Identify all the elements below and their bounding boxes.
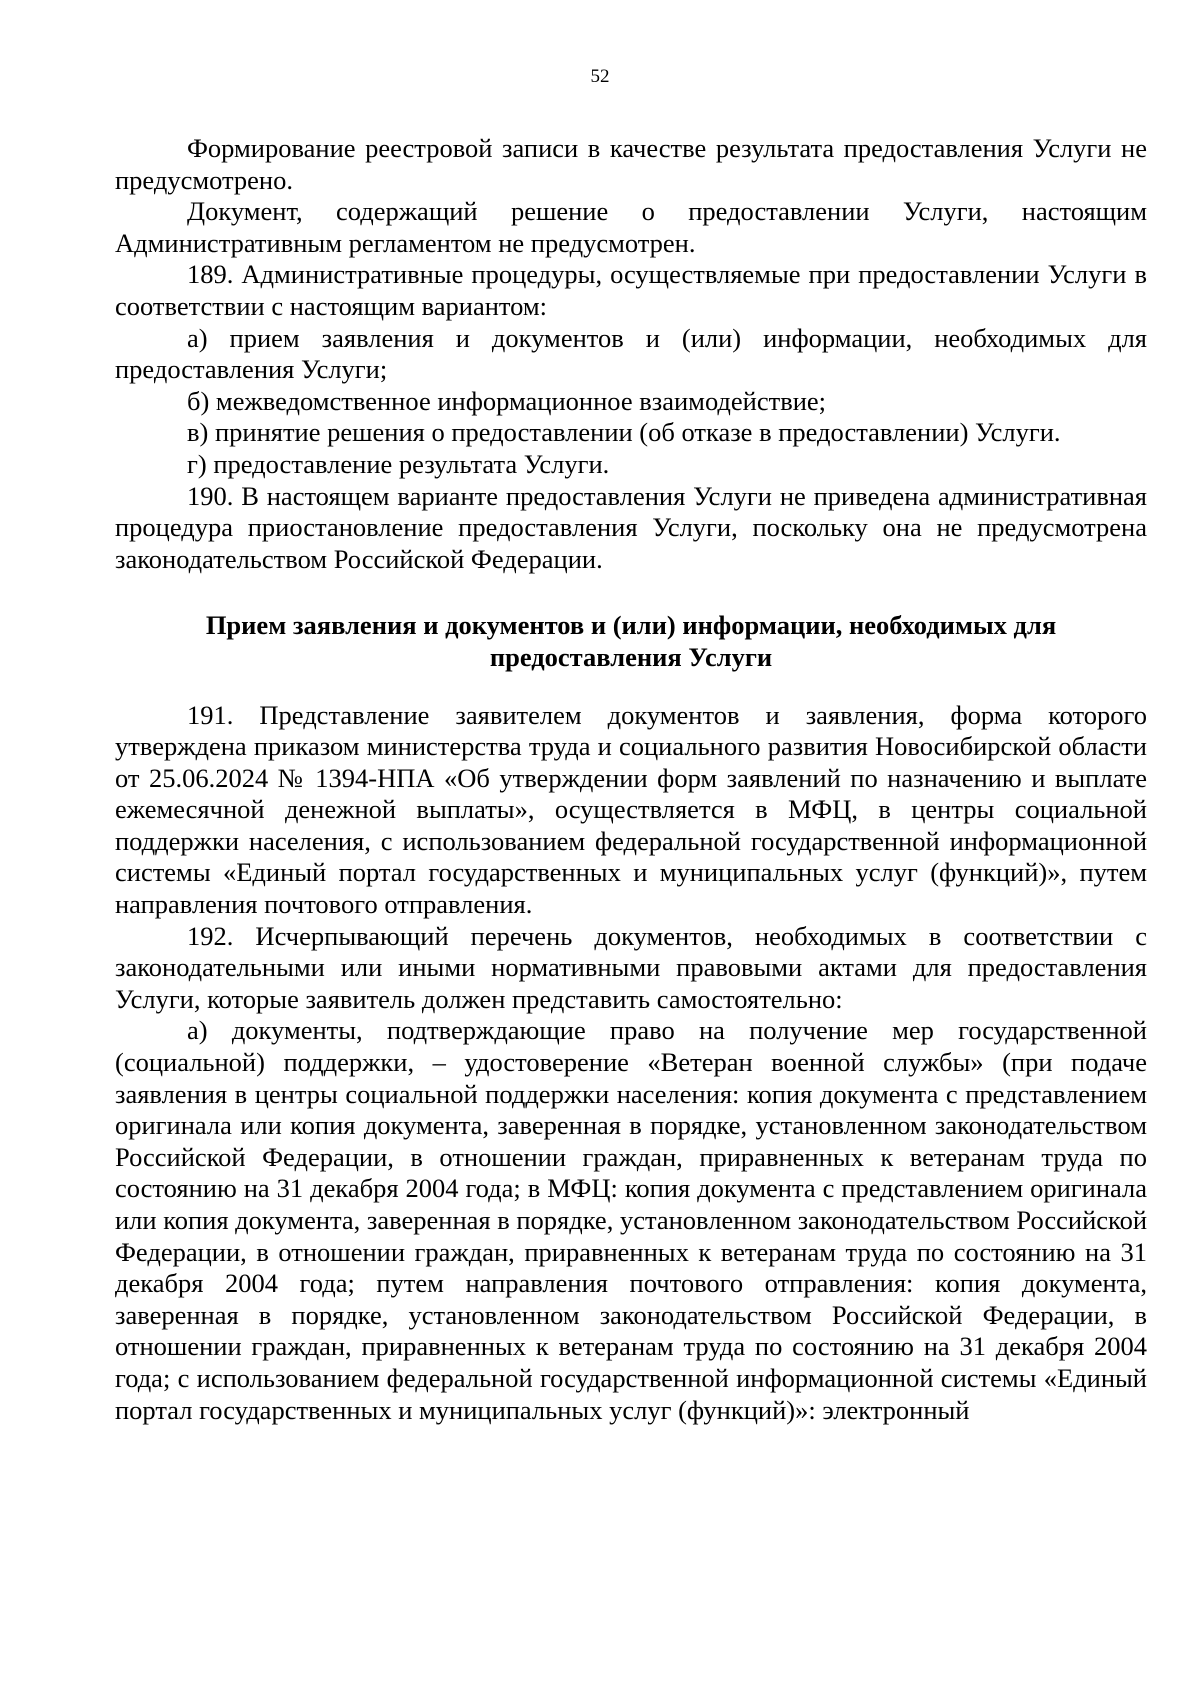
- list-item-b: б) межведомственное информационное взаимодействие;: [187, 385, 827, 416]
- list-item-a: а) прием заявления и документов и (или) информации, необходимых для предоставления Услуги;: [115, 322, 1147, 385]
- section-heading: Прием заявления и документов и (или) информации, необходимых для предоставления Услуги: [205, 610, 1057, 672]
- list-item-g: г) предоставление результата Услуги.: [187, 448, 610, 479]
- paragraph-registry-record: Формирование реестровой записи в качестве результата предоставления Услуги не предусмотрено.: [115, 133, 1147, 195]
- paragraph-192-item-a: а) документы, подтверждающие право на получение мер государственной (социальной) поддержки, – удостоверение «Ветеран военной службы» (при подаче заявления в центры социальной поддержки населения: копия документа с представлением оригинала или копия документа, заверенная в порядке, установленном законодательством Российской Федерации, в отношении граждан, приравненных к ветеранам труда по состоянию на 31 декабря 2004 года; в МФЦ: копия документа с представлением оригинала или копия документа, заверенная в порядке, установленном законодательством Российской Федерации, в отношении граждан, приравненных к ветеранам труда по состоянию на 31 декабря 2004 года; путем направления почтового отправления: копия документа, заверенная в порядке, установленном законодательством Российской Федерации, в отношении граждан, приравненных к ветеранам труда по состоянию на 31 декабря 2004 года; с использованием федеральной государственной информационной системы «Единый портал государственных и муниципальных услуг (функций)»: электронный: [115, 1015, 1148, 1425]
- paragraph-192: 192. Исчерпывающий перечень документов, необходимых в соответствии с законодательными или иными нормативными правовыми актами для предоставления Услуги, которые заявитель должен представить самостоятельно:: [115, 920, 1147, 1014]
- page-number: 52: [590, 66, 610, 87]
- paragraph-191: 191. Представление заявителем документов и заявления, форма которого утверждена приказом министерства труда и социального развития Новосибирской области от 25.06.2024 № 1394-НПА «Об утверждении форм заявлений по назначению и выплате ежемесячной денежной выплаты», осуществляется в МФЦ, в центры социальной поддержки населения, с использованием федеральной государственной информационной системы «Единый портал государственных и муниципальных услуг (функций)», путем направления почтового отправления.: [115, 699, 1147, 920]
- paragraph-189: 189. Административные процедуры, осуществляемые при предоставлении Услуги в соответствии с настоящим вариантом:: [115, 259, 1147, 321]
- paragraph-decision-document: Документ, содержащий решение о предоставлении Услуги, настоящим Административным регламентом не предусмотрен.: [115, 196, 1147, 258]
- document-body: [115, 133, 1147, 1426]
- paragraph-190: 190. В настоящем варианте предоставления Услуги не приведена административная процедура приостановление предоставления Услуги, поскольку она не предусмотрена законодательством Российской Федерации.: [115, 480, 1147, 574]
- list-item-v: в) принятие решения о предоставлении (об отказе в предоставлении) Услуги.: [187, 417, 1061, 448]
